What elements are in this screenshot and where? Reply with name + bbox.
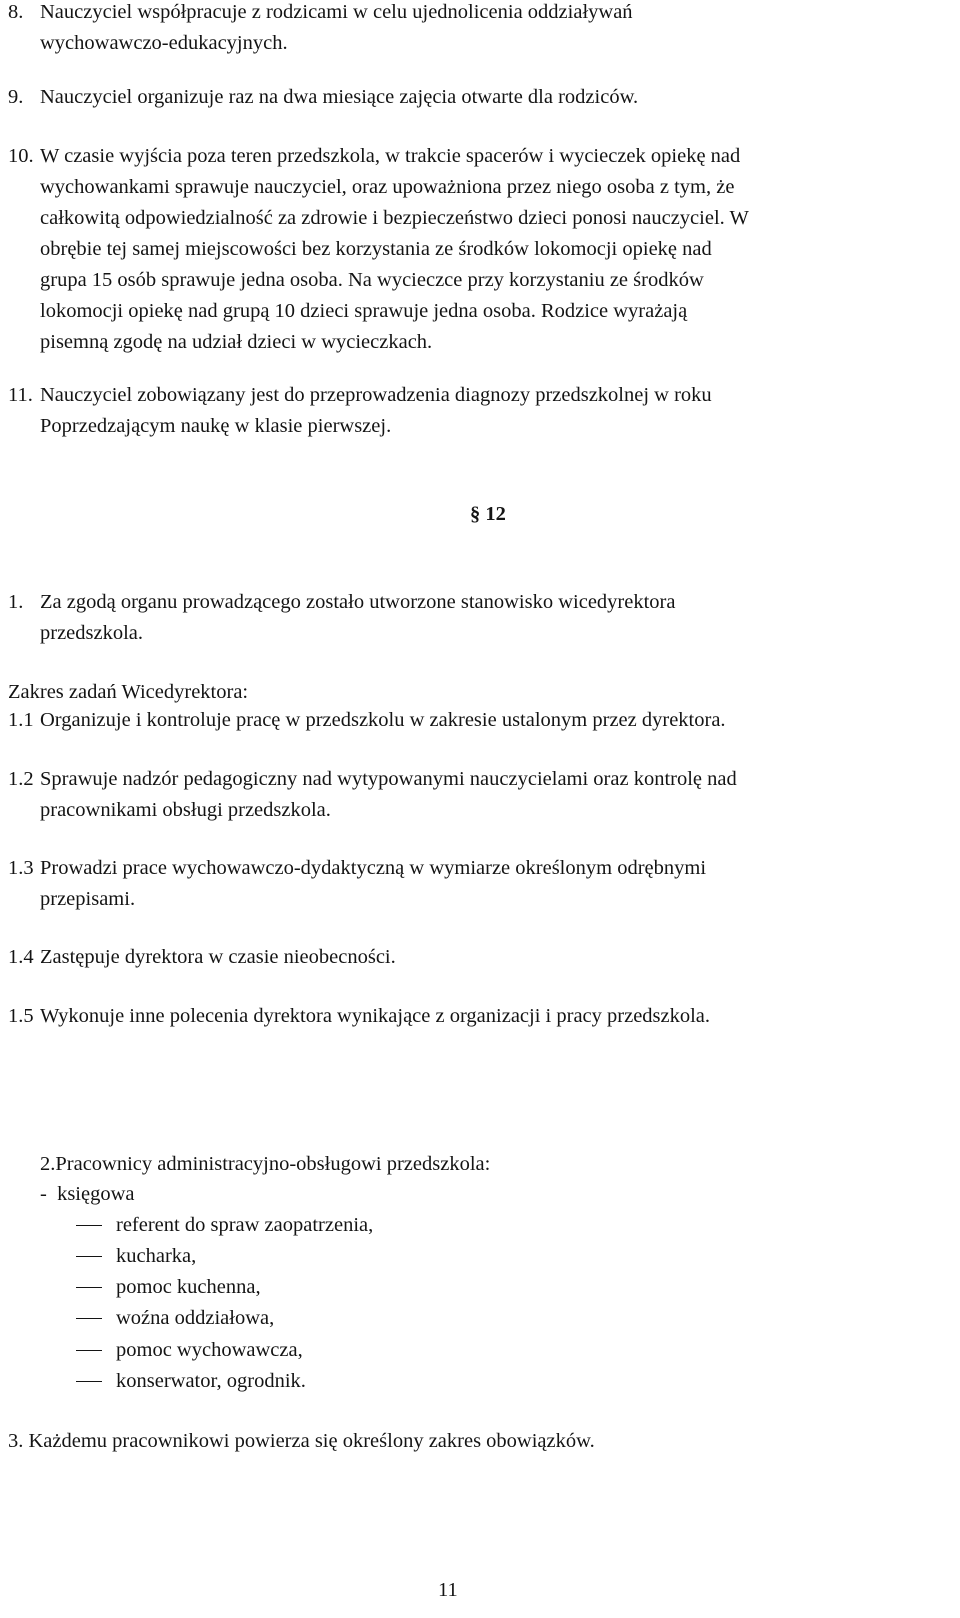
dash-bullet-icon bbox=[76, 1350, 102, 1352]
staff-list-item bbox=[76, 1241, 196, 1272]
item-line: całkowitą odpowiedzialność za zdrowie i bezpieczeństwo dzieci ponosi nauczyciel. W bbox=[40, 207, 749, 229]
staff-item-label: pomoc wychowawcza, bbox=[116, 1339, 303, 1361]
item-line: pisemną zgodę na udział dzieci w wycieczkach. bbox=[40, 331, 433, 353]
staff-item-first: - księgowa bbox=[40, 1183, 135, 1205]
item-number: 10. bbox=[8, 145, 34, 167]
item-line: Wykonuje inne polecenia dyrektora wynikające z organizacji i pracy przedszkola. bbox=[40, 1005, 711, 1027]
staff-list-item bbox=[76, 1366, 306, 1397]
dash-bullet-icon bbox=[76, 1256, 102, 1258]
item-number: 1.3 bbox=[8, 857, 34, 879]
staff-item-label: woźna oddziałowa, bbox=[116, 1307, 275, 1329]
item-line: lokomocji opiekę nad grupą 10 dzieci sprawuje jedna osoba. Rodzice wyrażają bbox=[40, 300, 688, 322]
item-line: Nauczyciel współpracuje z rodzicami w celu ujednolicenia oddziaływań bbox=[40, 1, 633, 23]
staff-heading: 2.Pracownicy administracyjno-obsługowi przedszkola: bbox=[40, 1153, 491, 1175]
staff-list-item bbox=[76, 1272, 261, 1303]
dash-bullet-icon bbox=[76, 1318, 102, 1320]
item-number: 8. bbox=[8, 1, 24, 23]
item-number: 9. bbox=[8, 86, 24, 108]
item-line: grupa 15 osób sprawuje jedna osoba. Na wycieczce przy korzystaniu ze środków bbox=[40, 269, 704, 291]
item-number: 1. bbox=[8, 591, 24, 613]
staff-list-item bbox=[76, 1335, 303, 1366]
item-number: 11. bbox=[8, 384, 33, 406]
item-line: pracownikami obsługi przedszkola. bbox=[40, 799, 331, 821]
item-line: Organizuje i kontroluje pracę w przedszkolu w zakresie ustalonym przez dyrektora. bbox=[40, 709, 726, 731]
item-line: Zastępuje dyrektora w czasie nieobecności. bbox=[40, 946, 396, 968]
item-number: 1.4 bbox=[8, 946, 34, 968]
item-line: Nauczyciel zobowiązany jest do przeprowadzenia diagnozy przedszkolnej w roku bbox=[40, 384, 712, 406]
staff-item-label: pomoc kuchenna, bbox=[116, 1276, 261, 1298]
item-line: Poprzedzającym naukę w klasie pierwszej. bbox=[40, 415, 392, 437]
page-number: 11 bbox=[438, 1579, 458, 1601]
item-line: przedszkola. bbox=[40, 622, 144, 644]
staff-item-label: kucharka, bbox=[116, 1245, 197, 1267]
section-heading: § 12 bbox=[470, 503, 506, 525]
dash-bullet-icon bbox=[76, 1287, 102, 1289]
scope-heading: Zakres zadań Wicedyrektora: bbox=[8, 681, 249, 703]
staff-list-item bbox=[76, 1303, 274, 1334]
dash-bullet-icon bbox=[76, 1225, 102, 1227]
staff-item-label: konserwator, ogrodnik. bbox=[116, 1370, 306, 1392]
staff-item-label: referent do spraw zaopatrzenia, bbox=[116, 1214, 374, 1236]
item-line: Nauczyciel organizuje raz na dwa miesiące zajęcia otwarte dla rodziców. bbox=[40, 86, 639, 108]
item-line: obrębie tej samej miejscowości bez korzystania ze środków lokomocji opiekę nad bbox=[40, 238, 712, 260]
item-line: wychowawczo-edukacyjnych. bbox=[40, 32, 288, 54]
item-line: przepisami. bbox=[40, 888, 136, 910]
item-number: 1.1 bbox=[8, 709, 34, 731]
item-number: 1.5 bbox=[8, 1005, 34, 1027]
item-number: 1.2 bbox=[8, 768, 34, 790]
dash-bullet-icon bbox=[76, 1381, 102, 1383]
item-line: wychowankami sprawuje nauczyciel, oraz upoważniona przez niego osoba z tym, że bbox=[40, 176, 735, 198]
list-item-3: 3. Każdemu pracownikowi powierza się określony zakres obowiązków. bbox=[8, 1430, 595, 1452]
item-line: W czasie wyjścia poza teren przedszkola, w trakcie spacerów i wycieczek opiekę nad bbox=[40, 145, 741, 167]
item-line: Za zgodą organu prowadzącego zostało utworzone stanowisko wicedyrektora bbox=[40, 591, 676, 613]
staff-list-item bbox=[76, 1210, 373, 1241]
item-line: Sprawuje nadzór pedagogiczny nad wytypowanymi nauczycielami oraz kontrolę nad bbox=[40, 768, 737, 790]
item-line: Prowadzi prace wychowawczo-dydaktyczną w wymiarze określonym odrębnymi bbox=[40, 857, 707, 879]
